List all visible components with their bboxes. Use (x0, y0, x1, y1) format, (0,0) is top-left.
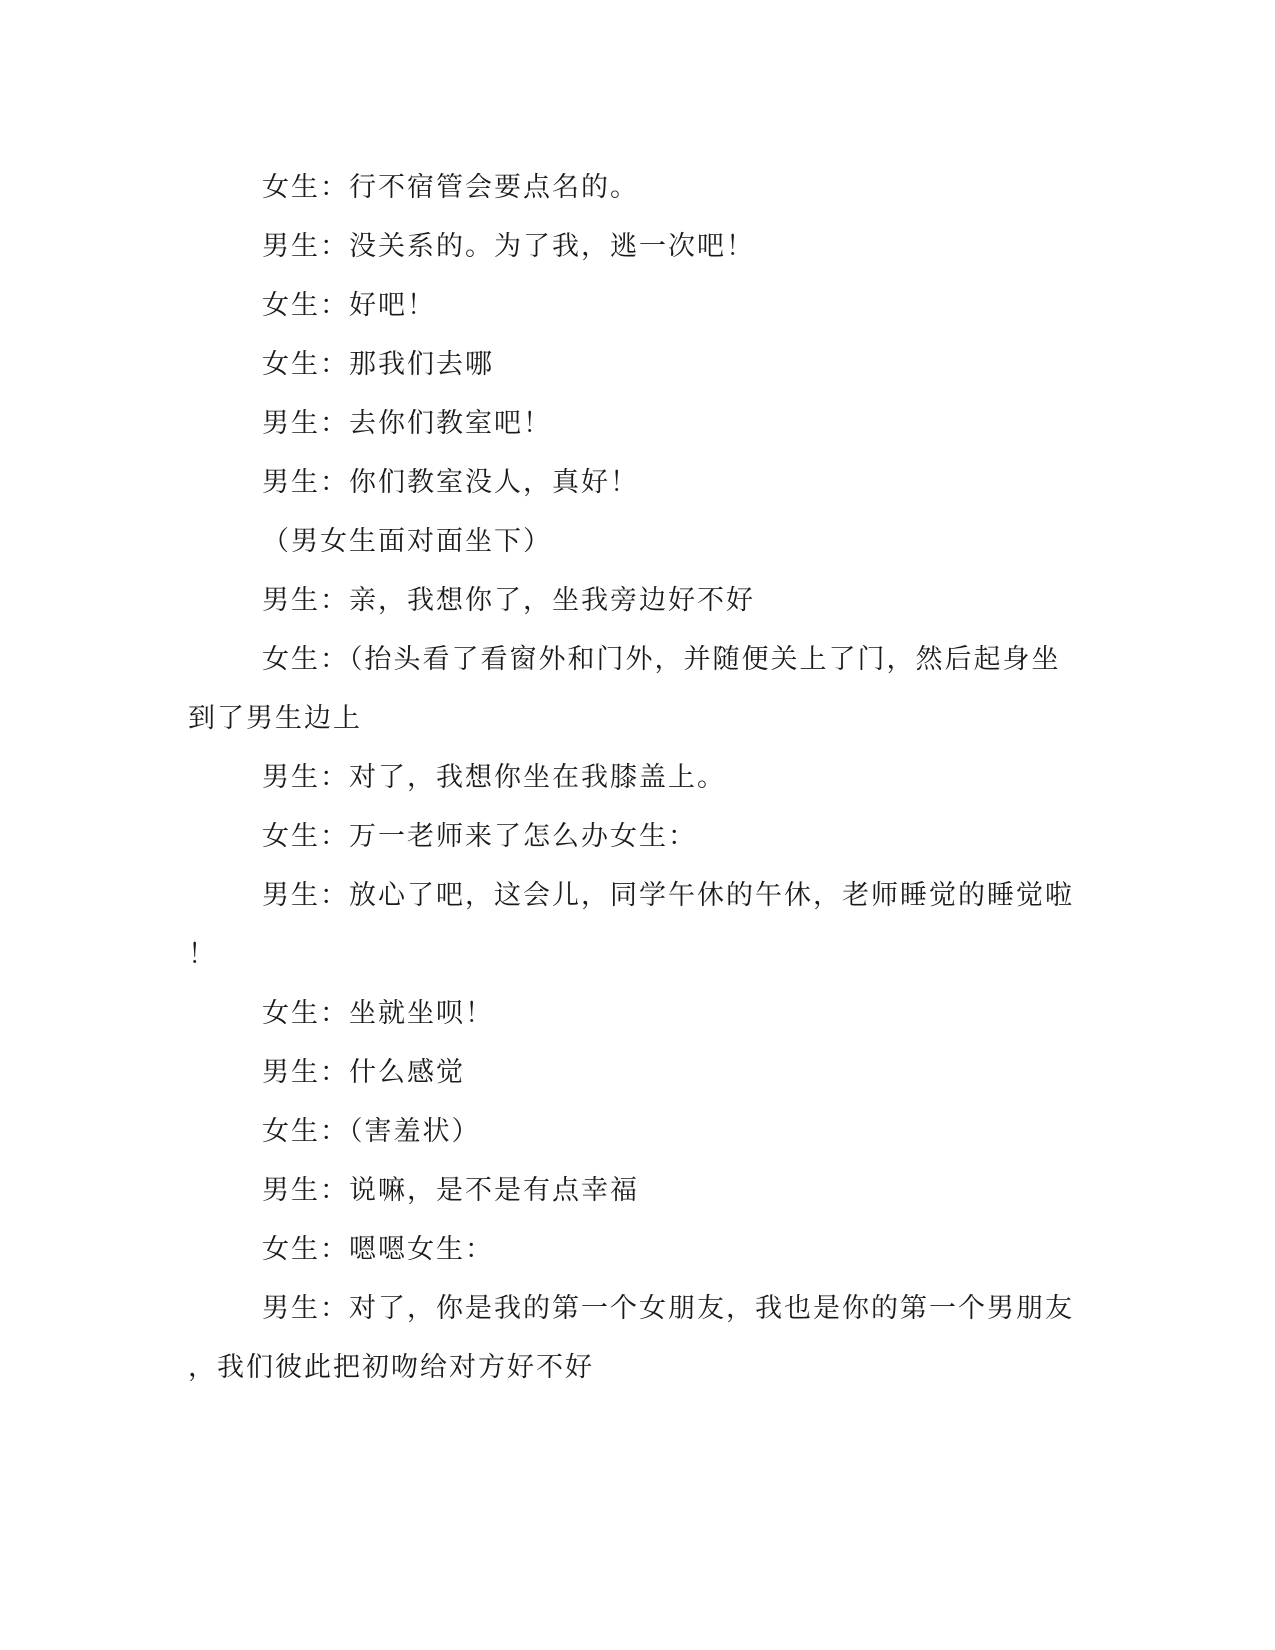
dialogue-line: 女生：行不宿管会要点名的。 (262, 172, 639, 203)
dialogue-line-continuation: 到了男生边上 (188, 703, 362, 734)
dialogue-line: 女生：嗯嗯女生： (262, 1234, 494, 1265)
dialogue-line: 男生：没关系的。为了我，逃一次吧！ (262, 231, 755, 262)
dialogue-line: 男生：对了，我想你坐在我膝盖上。 (262, 762, 726, 793)
dialogue-line: 女生：那我们去哪 (262, 349, 494, 380)
dialogue-line: 男生：什么感觉 (262, 1057, 465, 1088)
dialogue-line: 男生：你们教室没人，真好！ (262, 467, 639, 498)
dialogue-line: 男生：说嘛，是不是有点幸福 (262, 1175, 639, 1206)
dialogue-line-continuation: ，我们彼此把初吻给对方好不好 (188, 1352, 594, 1383)
dialogue-line: 女生：（害羞状） (262, 1116, 481, 1147)
dialogue-line: 男生：去你们教室吧！ (262, 408, 552, 439)
dialogue-line: 女生：坐就坐呗！ (262, 998, 494, 1029)
dialogue-line: 女生：好吧！ (262, 290, 436, 321)
stage-direction: （男女生面对面坐下） (262, 526, 552, 557)
dialogue-line-continuation: ！ (188, 939, 217, 970)
dialogue-line: 女生：万一老师来了怎么办女生： (262, 821, 697, 852)
dialogue-line: 男生：对了，你是我的第一个女朋友，我也是你的第一个男朋友 (262, 1293, 1074, 1324)
dialogue-line: 男生：亲，我想你了，坐我旁边好不好 (262, 585, 755, 616)
dialogue-line: 女生：（抬头看了看窗外和门外，并随便关上了门，然后起身坐 (262, 644, 1061, 675)
dialogue-line: 男生：放心了吧，这会儿，同学午休的午休，老师睡觉的睡觉啦 (262, 880, 1074, 911)
